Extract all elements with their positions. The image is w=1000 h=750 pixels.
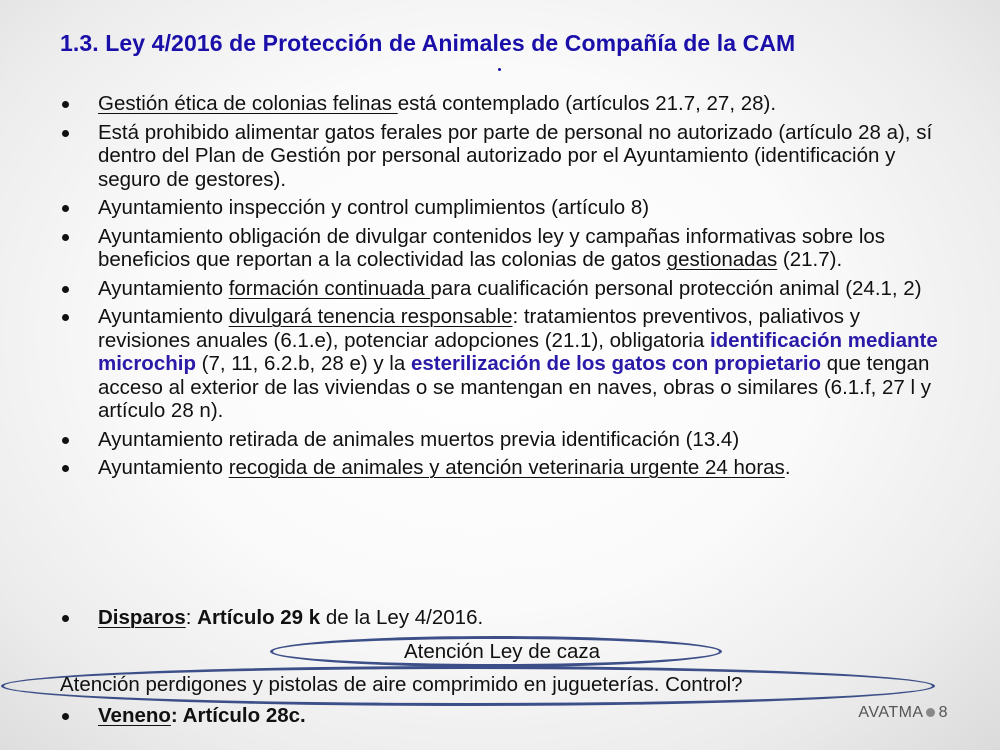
- slide-title: 1.3. Ley 4/2016 de Protección de Animales de Compañía de la CAM: [60, 30, 796, 56]
- bullet-item-divulgar: [60, 225, 950, 272]
- footer-brand: AVATMA: [858, 704, 924, 721]
- bullet-list-veneno: [60, 704, 950, 733]
- callout-caza-text: Atención Ley de caza: [404, 640, 601, 663]
- underlined-text: formación continuada: [228, 276, 431, 300]
- bullet-text: Ayuntamiento inspección y control cumplimientos (artículo 8): [98, 196, 650, 219]
- bullet-text: : Artículo 28c.: [170, 704, 306, 727]
- bullet-text: .: [784, 456, 791, 479]
- bullet-item-inspeccion: [60, 196, 950, 220]
- bullet-text: Ayuntamiento obligación de divulgar contenidos ley y campañas informativas sobre los beneficios que reportan a la colectividad las colonias de gatos: [98, 224, 886, 271]
- bullet-text: Está prohibido alimentar gatos ferales por parte de personal no autorizado (artículo 28 a), sí dentro del Plan de Gestión por personal autorizado por el Ayuntamiento (identificación y seguro de gestores).: [98, 120, 933, 191]
- bullet-item-recogida: [60, 456, 950, 480]
- bullet-text: de la Ley 4/2016.: [320, 606, 484, 629]
- underlined-text: Veneno: [98, 704, 171, 727]
- highlight-microchip: identificación mediante microchip: [98, 328, 938, 375]
- bold-text: Artículo 29 k: [197, 606, 321, 629]
- footer-separator-dot-icon: [926, 708, 935, 717]
- bullet-item-veneno: [60, 704, 950, 728]
- slide-page-number: 8: [938, 704, 948, 721]
- bullet-item-formacion: [60, 277, 950, 301]
- bullet-text: Ayuntamiento retirada de animales muertos previa identificación (13.4): [98, 427, 740, 451]
- underlined-text: gestionadas: [666, 248, 778, 271]
- bullet-item-retirada: [60, 428, 950, 452]
- highlight-esterilizacion: esterilización de los gatos con propietario: [410, 352, 822, 375]
- slide-footer: [858, 704, 948, 722]
- bullet-text: Ayuntamiento: [98, 276, 229, 300]
- bullet-list: [60, 92, 950, 485]
- underlined-text: divulgará tenencia responsable: [228, 305, 513, 328]
- bullet-item-colonias: [60, 92, 950, 116]
- bullet-text: (21.7).: [777, 248, 843, 271]
- bullet-text: :: [185, 606, 198, 629]
- slide-corner-decoration: [0, 0, 20, 20]
- callout-perdigones-text: Atención perdigones y pistolas de aire comprimido en jugueterías. Control?: [60, 673, 743, 696]
- bullet-text: (7, 11, 6.2.b, 28 e) y la: [195, 352, 411, 375]
- bullet-item-tenencia: [60, 305, 950, 423]
- bullet-text: para cualificación personal protección animal (24.1, 2): [430, 276, 922, 300]
- bullet-list-disparos: [60, 606, 950, 635]
- bullet-text: Ayuntamiento: [98, 456, 229, 479]
- bullet-text: está contemplado (artículos 21.7, 27, 28).: [397, 92, 777, 115]
- bullet-item-disparos: [60, 606, 950, 630]
- bullet-text: Ayuntamiento: [98, 305, 229, 328]
- title-dot-mark: [498, 68, 501, 71]
- underlined-text: recogida de animales y atención veterinaria urgente 24 horas: [228, 456, 785, 479]
- bullet-text: que tengan acceso al exterior de las viviendas o se mantengan en naves, obras o similares (6.1.f, 27 l y artículo 28 n).: [98, 352, 931, 422]
- underlined-text: Gestión ética de colonias felinas: [98, 92, 398, 115]
- bullet-text: : tratamientos preventivos, paliativos y revisiones anuales (6.1.e), potenciar adopciones (21.1), obligatoria: [98, 305, 860, 352]
- bullet-item-alimentar: [60, 121, 950, 192]
- underlined-text: Disparos: [98, 606, 186, 629]
